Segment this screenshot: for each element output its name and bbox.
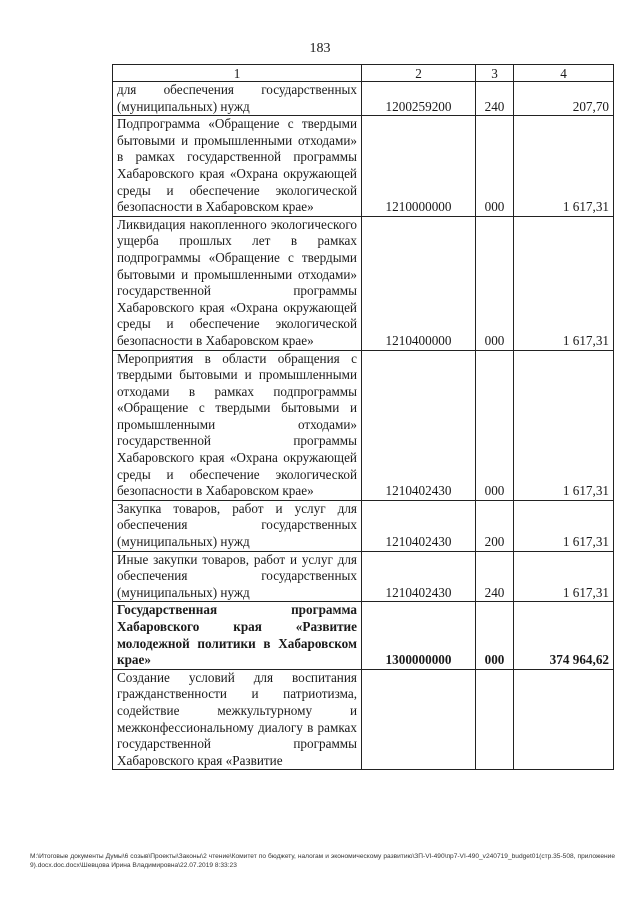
document-path-footer: M:\Итоговые документы Думы\6 созыв\Проекты\Законы\2 чтение\Комитет по бюджету, налогам и экономическому развитию\ЗП-VI-490\пр7-VI-490_v240719_budget01(стр.35-508, приложение 9).docx.doc.docx\Шевцова Ирина Владимировна\22.07.2019 8:33:23 <box>30 853 615 869</box>
row-code-cell: 1300000000 <box>362 602 476 669</box>
row-name-cell: Создание условий для воспитания гражданственности и патриотизма, содействие межкультурному и межконфессиональному диалогу в рамках государственной программы Хабаровского края «Развитие <box>113 669 362 770</box>
row-code-cell: 1200259200 <box>362 82 476 116</box>
row-type-cell: 000 <box>476 216 514 350</box>
row-name-cell: Мероприятия в области обращения с твердыми бытовыми и промышленными отходами в рамках подпрограммы «Обращение с твердыми бытовыми и промышленными отходами» государственной программы Хабаровского края «Охрана окружающей среды и обеспечение экологической безопасности в Хабаровском крае» <box>113 350 362 500</box>
row-sum-cell: 1 617,31 <box>514 116 614 217</box>
row-name-cell: Ликвидация накопленного экологического ущерба прошлых лет в рамках подпрограммы «Обращение с твердыми бытовыми и промышленными отходами» государственной программы Хабаровского края «Охрана окружающей среды и обеспечение экологической безопасности в Хабаровском крае» <box>113 216 362 350</box>
table-row <box>113 602 614 669</box>
row-type-cell: 240 <box>476 82 514 116</box>
row-code-cell: 1210402430 <box>362 350 476 500</box>
row-name-cell: Подпрограмма «Обращение с твердыми бытовыми и промышленными отходами» в рамках государственной программы Хабаровского края «Охрана окружающей среды и обеспечение экологической безопасности в Хабаровском крае» <box>113 116 362 217</box>
row-sum-cell <box>514 669 614 770</box>
header-cell-code: 2 <box>362 65 476 82</box>
table-row <box>113 82 614 116</box>
row-name-cell: Государственная программа Хабаровского края «Развитие молодежной политики в Хабаровском крае» <box>113 602 362 669</box>
table-row <box>113 551 614 602</box>
page-number: 183 <box>309 41 331 56</box>
row-type-cell: 240 <box>476 551 514 602</box>
row-sum-cell: 374 964,62 <box>514 602 614 669</box>
row-name-cell: Закупка товаров, работ и услуг для обеспечения государственных (муниципальных) нужд <box>113 500 362 551</box>
table-row <box>113 500 614 551</box>
row-code-cell: 1210400000 <box>362 216 476 350</box>
table-row <box>113 350 614 500</box>
row-type-cell: 000 <box>476 116 514 217</box>
table-row <box>113 216 614 350</box>
header-cell-name: 1 <box>113 65 362 82</box>
row-code-cell <box>362 669 476 770</box>
row-type-cell: 000 <box>476 602 514 669</box>
row-type-cell: 000 <box>476 350 514 500</box>
table-row <box>113 669 614 770</box>
row-sum-cell: 1 617,31 <box>514 551 614 602</box>
row-code-cell: 1210402430 <box>362 551 476 602</box>
row-sum-cell: 1 617,31 <box>514 216 614 350</box>
row-sum-cell: 1 617,31 <box>514 350 614 500</box>
table-header-row <box>113 65 614 82</box>
row-name-cell: для обеспечения государственных (муниципальных) нужд <box>113 82 362 116</box>
row-name-cell: Иные закупки товаров, работ и услуг для обеспечения государственных (муниципальных) нужд <box>113 551 362 602</box>
row-sum-cell: 1 617,31 <box>514 500 614 551</box>
header-cell-type: 3 <box>476 65 514 82</box>
table-row <box>113 116 614 217</box>
row-type-cell: 200 <box>476 500 514 551</box>
header-cell-sum: 4 <box>514 65 614 82</box>
row-type-cell <box>476 669 514 770</box>
row-code-cell: 1210402430 <box>362 500 476 551</box>
row-code-cell: 1210000000 <box>362 116 476 217</box>
budget-table <box>112 64 614 770</box>
row-sum-cell: 207,70 <box>514 82 614 116</box>
